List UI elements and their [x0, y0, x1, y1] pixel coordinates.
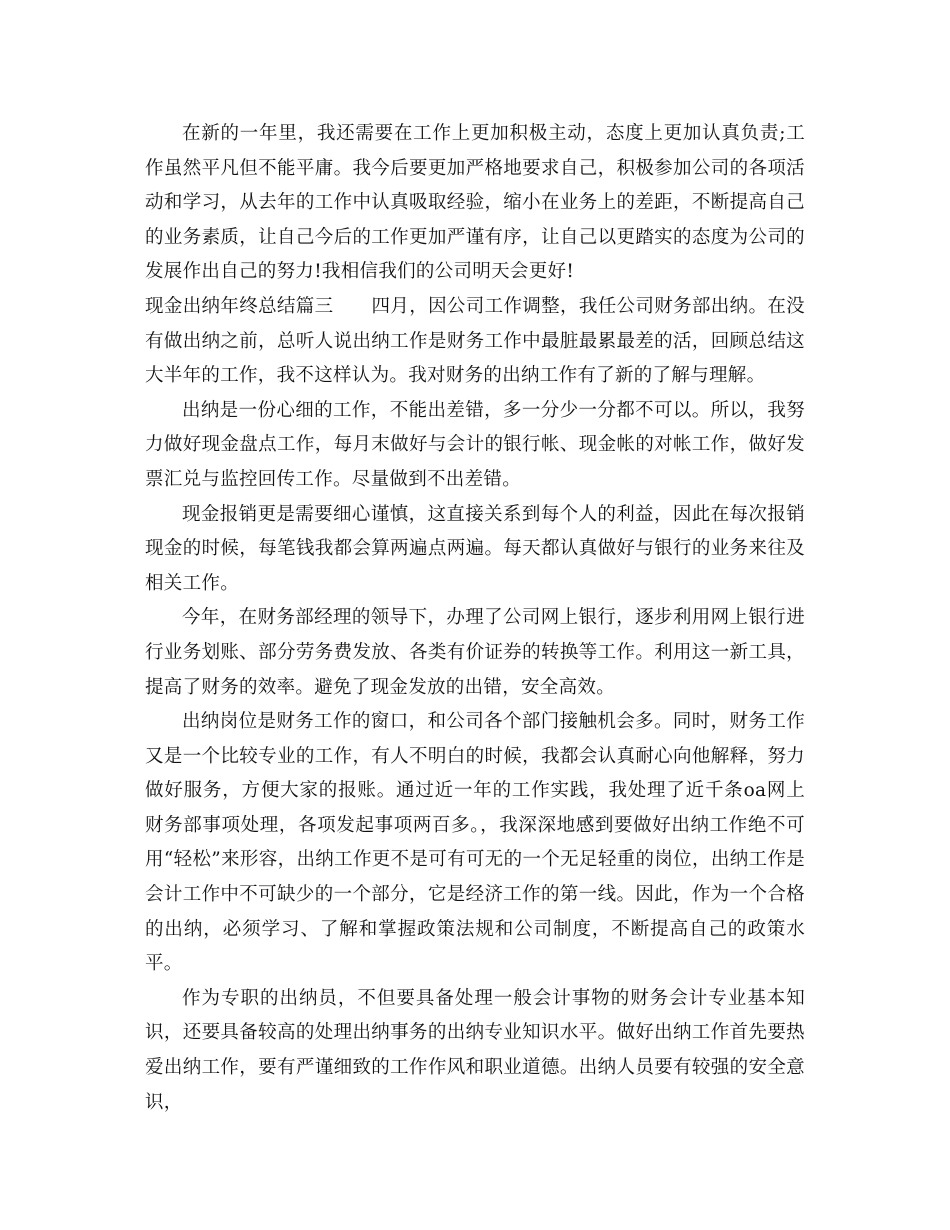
paragraph-4: 现金报销更是需要细心谨慎，这直接关系到每个人的利益，因此在每次报销现金的时候，每笔钱我都会算两遍点两遍。每天都认真做好与银行的业务来往及相关工作。 [145, 503, 805, 594]
paragraph-7: 作为专职的出纳员，不但要具备处理一般会计事物的财务会计专业基本知识，还要具备较高的处理出纳事务的出纳专业知识水平。做好出纳工作首先要热爱出纳工作，要有严谨细致的工作作风和职业道德。出纳人员要有较强的安全意识， [145, 987, 805, 1113]
section-heading: 现金出纳年终总结篇三 [145, 295, 334, 317]
document-body [145, 117, 805, 1120]
paragraph-5: 今年，在财务部经理的领导下，办理了公司网上银行，逐步利用网上银行进行业务划账、部分劳务费发放、各类有价证券的转换等工作。利用这一新工具，提高了财务的效率。避免了现金发放的出错，安全高效。 [145, 607, 805, 698]
section-intro-text: 四月，因公司工作调整，我任公司财务部出纳。在没有做出纳之前，总听人说出纳工作是财务工作中最脏最累最差的活，回顾总结这大半年的工作，我不这样认为。我对财务的出纳工作有了新的了解与理解。 [145, 295, 805, 387]
paragraph-6: 出纳岗位是财务工作的窗口，和公司各个部门接触机会多。同时，财务工作又是一个比较专业的工作，有人不明白的时候，我都会认真耐心向他解释，努力做好服务，方便大家的报账。通过近一年的工作实践，我处理了近千条oa网上财务部事项处理，各项发起事项两百多。，我深深地感到要做好出纳工作绝不可用“轻松”来形容，出纳工作更不是可有可无的一个无足轻重的岗位，出纳工作是会计工作中不可缺少的一个部分，它是经济工作的第一线。因此，作为一个合格的出纳，必须学习、了解和掌握政策法规和公司制度，不断提高自己的政策水平。 [145, 711, 805, 975]
paragraph-3: 出纳是一份心细的工作，不能出差错，多一分少一分都不可以。所以，我努力做好现金盘点工作，每月末做好与会计的银行帐、现金帐的对帐工作，做好发票汇兑与监控回传工作。尽量做到不出差错。 [145, 399, 805, 490]
paragraph-2 [145, 290, 805, 394]
paragraph-1: 在新的一年里，我还需要在工作上更加积极主动，态度上更加认真负责;工作虽然平凡但不能平庸。我今后要更加严格地要求自己，积极参加公司的各项活动和学习，从去年的工作中认真吸取经验，缩小在业务上的差距，不断提高自己的业务素质，让自己今后的工作更加严谨有序，让自己以更踏实的态度为公司的发展作出自己的努力!我相信我们的公司明天会更好! [145, 123, 805, 283]
